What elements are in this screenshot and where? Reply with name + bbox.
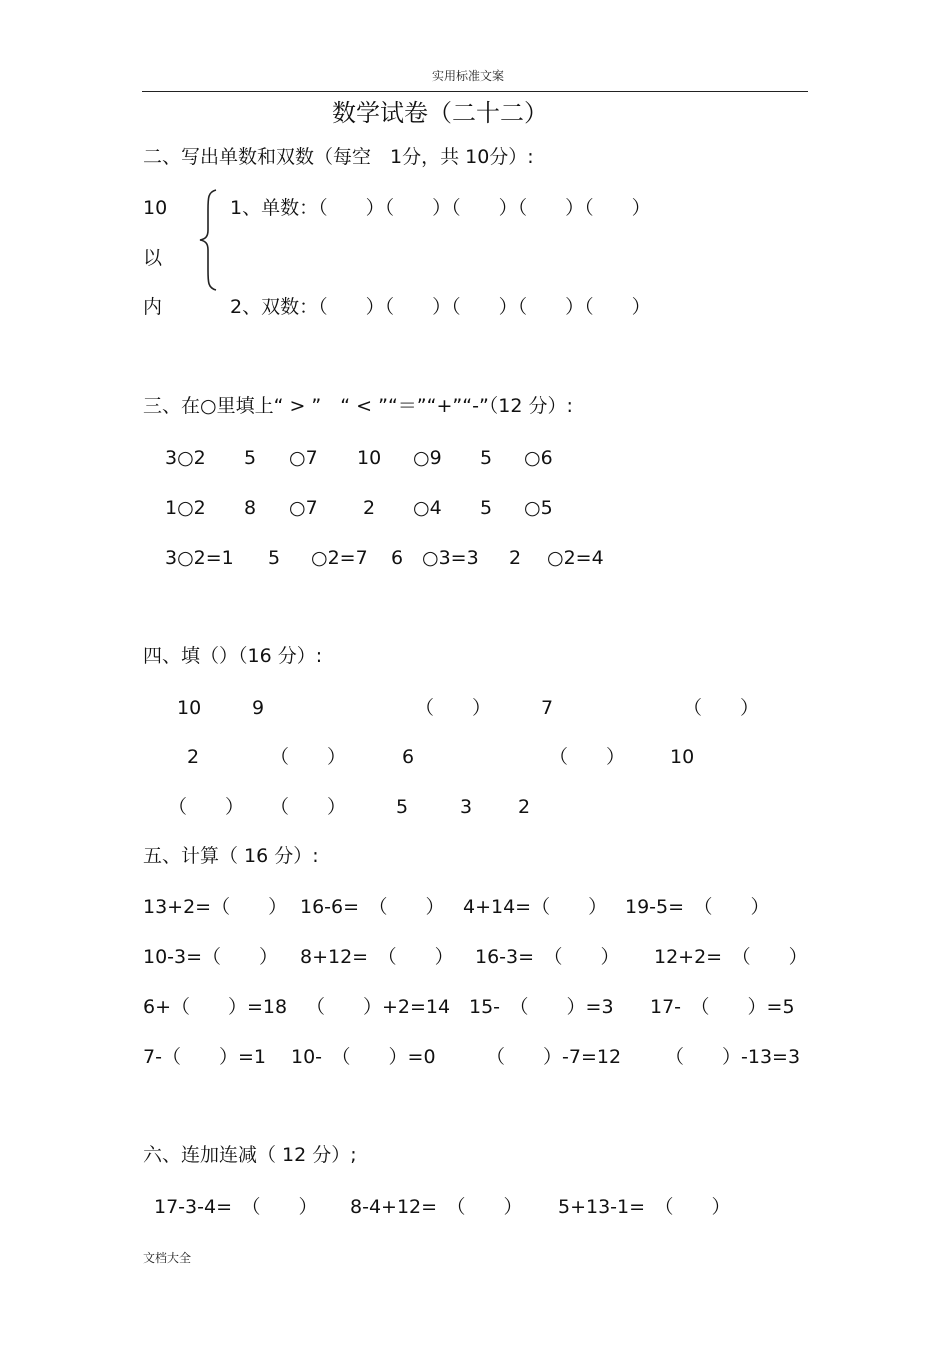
calc-problem: 17- （ ）=5: [650, 996, 795, 1018]
compare-item: 1○2: [165, 497, 206, 519]
compare-item: 8: [244, 497, 257, 519]
sequence-blank: （ ）: [168, 796, 245, 818]
compare-item: ○5: [524, 497, 553, 519]
calc-problem: 6+（ ）=18: [143, 996, 288, 1018]
range-label-nei: 内: [143, 296, 163, 318]
page-footer: 文档大全: [143, 1251, 192, 1265]
calc-problem: 15- （ ）=3: [469, 996, 614, 1018]
calc-problem: 16-6= （ ）: [300, 896, 445, 918]
compare-item: 5: [480, 447, 493, 469]
odd-number-line: 1、单数：（ ）（ ）（ ）（ ）（ ）: [230, 197, 651, 219]
sequence-item: 2: [518, 796, 531, 818]
curly-brace-icon: [198, 188, 222, 292]
compare-item: 5: [244, 447, 257, 469]
sequence-blank: （ ）: [415, 697, 492, 719]
compare-item: ○7: [289, 497, 318, 519]
section-3-heading: 三、在○里填上“ > ” “ < ”“＝”“+”“-”（12 分）:: [143, 395, 573, 417]
calc-problem: 8+12= （ ）: [300, 946, 454, 968]
sequence-item: 10: [177, 697, 202, 719]
calc-problem: 13+2=（ ）: [143, 896, 288, 918]
sequence-item: 2: [187, 746, 200, 768]
compare-item: ○3=3: [422, 547, 479, 569]
page-header: 实用标准文案: [432, 69, 505, 83]
sequence-blank: （ ）: [549, 746, 626, 768]
chain-calc-problem: 17-3-4= （ ）: [154, 1196, 318, 1218]
section-2-heading: 二、写出单数和双数（每空 1分，共 10分）:: [143, 146, 534, 168]
calc-problem: 16-3= （ ）: [475, 946, 620, 968]
sequence-item: 6: [402, 746, 415, 768]
compare-item: ○6: [524, 447, 553, 469]
even-number-line: 2、双数：（ ）（ ）（ ）（ ）（ ）: [230, 296, 651, 318]
section-5-heading: 五、计算（ 16 分）:: [143, 845, 319, 867]
calc-problem: 10-3=（ ）: [143, 946, 279, 968]
calc-problem: （ ）-7=12: [486, 1046, 622, 1068]
calc-problem: 19-5= （ ）: [625, 896, 770, 918]
calc-problem: 10- （ ）=0: [291, 1046, 436, 1068]
sequence-item: 5: [396, 796, 409, 818]
compare-item: 3○2=1: [165, 547, 234, 569]
sequence-blank: （ ）: [270, 796, 347, 818]
calc-problem: 4+14=（ ）: [463, 896, 608, 918]
chain-calc-problem: 8-4+12= （ ）: [350, 1196, 523, 1218]
section-6-heading: 六、连加连减（ 12 分）;: [143, 1144, 357, 1166]
compare-item: 3○2: [165, 447, 206, 469]
chain-calc-problem: 5+13-1= （ ）: [558, 1196, 731, 1218]
header-divider: [142, 91, 808, 92]
calc-problem: 12+2= （ ）: [654, 946, 808, 968]
sequence-blank: （ ）: [270, 746, 347, 768]
sequence-item: 10: [670, 746, 695, 768]
compare-item: ○9: [413, 447, 442, 469]
compare-item: 10: [357, 447, 382, 469]
compare-item: ○4: [413, 497, 442, 519]
compare-item: 5: [268, 547, 281, 569]
calc-problem: （ ）+2=14: [306, 996, 451, 1018]
calc-problem: （ ）-13=3: [665, 1046, 801, 1068]
range-label-yi: 以: [143, 247, 163, 269]
compare-item: ○2=7: [311, 547, 368, 569]
compare-item: 2: [509, 547, 522, 569]
sequence-blank: （ ）: [683, 697, 760, 719]
compare-item: ○7: [289, 447, 318, 469]
sequence-item: 9: [252, 697, 265, 719]
compare-item: 2: [363, 497, 376, 519]
compare-item: ○2=4: [547, 547, 604, 569]
compare-item: 5: [480, 497, 493, 519]
sequence-item: 7: [541, 697, 554, 719]
sequence-item: 3: [460, 796, 473, 818]
range-label-10: 10: [143, 197, 168, 219]
section-4-heading: 四、填（）（16 分）:: [143, 645, 323, 667]
compare-item: 6: [391, 547, 404, 569]
page-title: 数学试卷（二十二）: [332, 99, 548, 127]
calc-problem: 7-（ ）=1: [143, 1046, 266, 1068]
